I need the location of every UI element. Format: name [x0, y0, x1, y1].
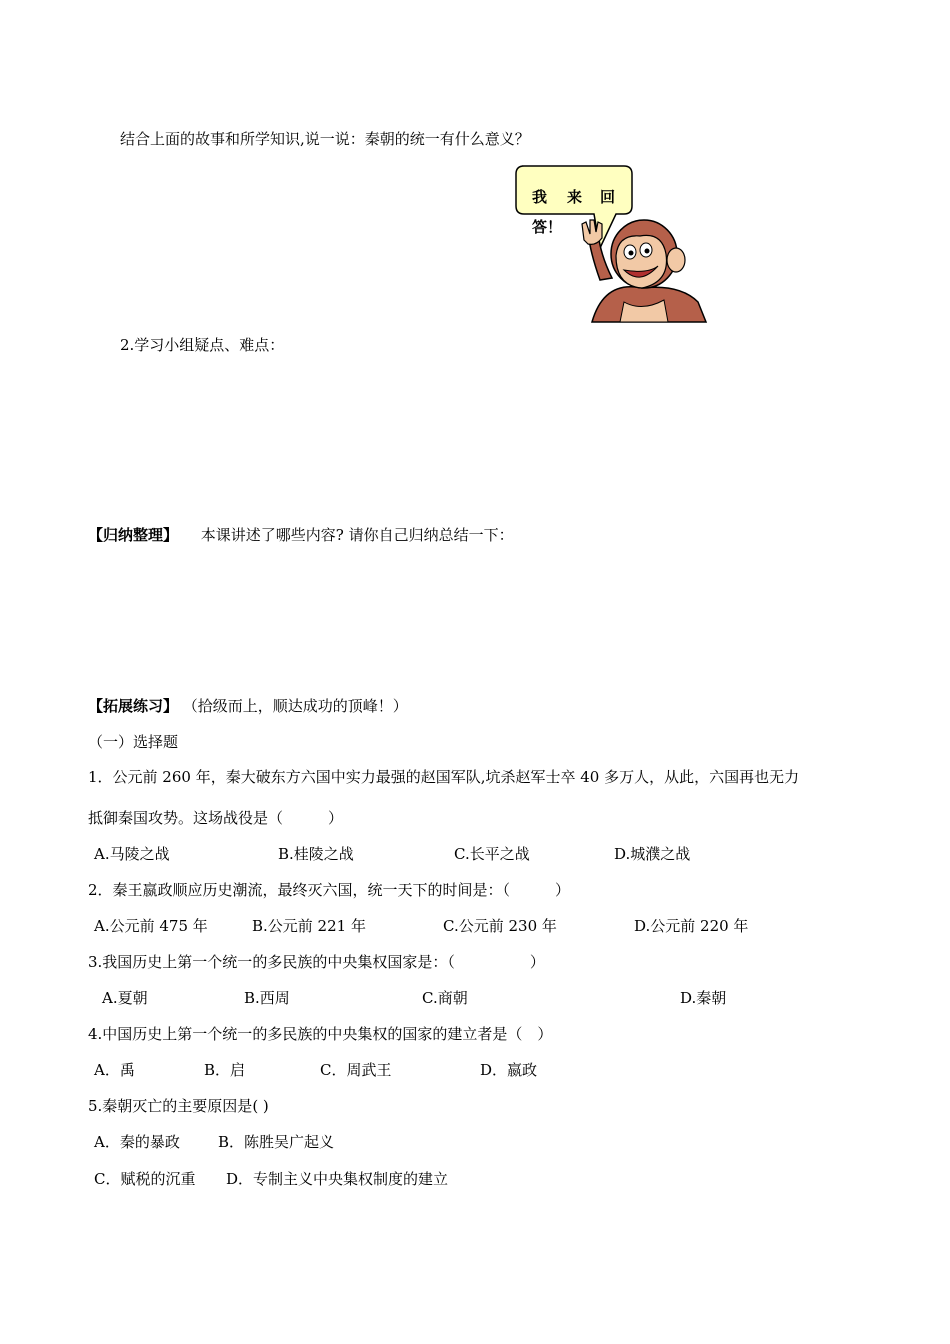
q1-option-b: B.桂陵之战 — [278, 845, 354, 863]
section-heading: （一）选择题 — [88, 733, 179, 751]
q5-option-d: D．专制主义中央集权制度的建立 — [226, 1170, 449, 1188]
bubble-word-4: 答！ — [532, 218, 563, 236]
question-1-stem-cont: 抵御秦国攻势。这场战役是（ ） — [88, 809, 344, 827]
q4-option-b: B．启 — [204, 1061, 246, 1079]
q2-option-d: D.公元前 220 年 — [634, 917, 749, 935]
bubble-word-2: 来 — [567, 188, 583, 206]
summary-text: 本课讲述了哪些内容? 请你自己归纳总结一下： — [200, 526, 514, 544]
practice-section — [88, 695, 408, 716]
q2-option-b: B.公元前 221 年 — [252, 917, 366, 935]
question-3-stem: 3.我国历史上第一个统一的多民族的中央集权国家是：（ ） — [88, 953, 545, 971]
q3-option-a: A.夏朝 — [102, 989, 148, 1007]
prompt-text: 结合上面的故事和所学知识,说一说：秦朝的统一有什么意义？ — [120, 130, 530, 148]
question-4-stem: 4.中国历史上第一个统一的多民族的中央集权的国家的建立者是（ ） — [88, 1025, 553, 1043]
question-1-stem: 1．公元前 260 年，秦大破东方六国中实力最强的赵国军队,坑杀赵军士卒 40 多万人，从此，六国再也无力 — [88, 768, 800, 786]
q1-option-c: C.长平之战 — [454, 845, 530, 863]
bubble-word-1: 我 — [532, 188, 548, 206]
question-2-stem: 2．秦王嬴政顺应历史潮流，最终灭六国，统一天下的时间是：（ ） — [88, 881, 571, 899]
q3-option-d: D.秦朝 — [680, 989, 727, 1007]
q1-option-d: D.城濮之战 — [614, 845, 691, 863]
q2-option-a: A.公元前 475 年 — [94, 917, 208, 935]
q3-option-c: C.商朝 — [422, 989, 468, 1007]
bubble-word-3: 回 — [600, 188, 616, 206]
q3-option-b: B.西周 — [244, 989, 290, 1007]
q1-option-a: A.马陵之战 — [94, 845, 170, 863]
summary-tag: 【归纳整理】 — [88, 526, 179, 544]
group-question: 2.学习小组疑点、难点： — [120, 336, 285, 354]
question-5-stem: 5.秦朝灭亡的主要原因是( ) — [88, 1097, 269, 1115]
q4-option-d: D．嬴政 — [480, 1061, 538, 1079]
monkey-illustration — [512, 162, 712, 332]
q5-option-a: A．秦的暴政 — [94, 1133, 180, 1151]
practice-tag: 【拓展练习】 — [88, 697, 179, 715]
monkey-icon — [582, 220, 706, 322]
q4-option-c: C．周武王 — [320, 1061, 392, 1079]
practice-text: （拾级而上，顺达成功的顶峰！） — [182, 697, 408, 715]
q5-option-c: C．赋税的沉重 — [94, 1170, 196, 1188]
q4-option-a: A．禹 — [94, 1061, 135, 1079]
q5-option-b: B．陈胜吴广起义 — [218, 1133, 335, 1151]
q2-option-c: C.公元前 230 年 — [443, 917, 557, 935]
summary-section — [88, 524, 514, 545]
